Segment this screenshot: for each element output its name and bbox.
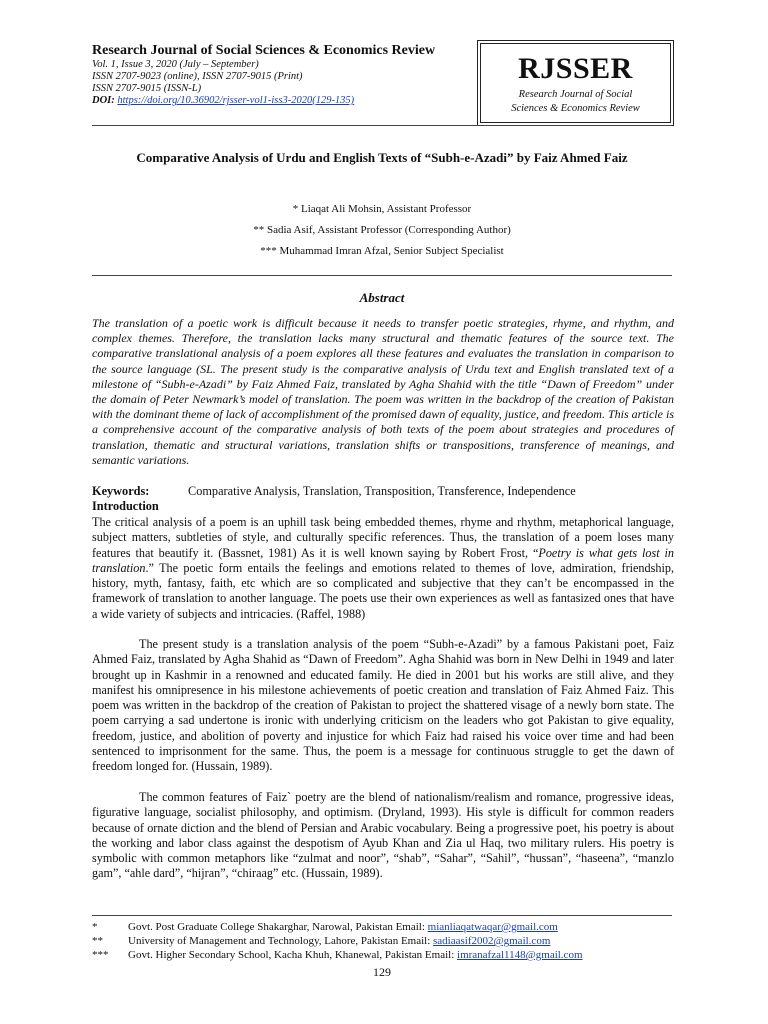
paragraph-3: The common features of Faiz` poetry are the blend of nationalism/realism and romance, progressive ideas, figurative language, socialist philosophy, and optimism. (Dryland, 1993). His style is difficult for common readers because of ornate diction and the blend of Persian and Arabic vocabulary. Being a progressive poet, his poetry is about the working and labor class against the despotism of Ayub Khan and Zia ul Haq, two military rulers. His poetry is symbolic with common metaphors like “zulmat and noor”, “shab”, “Sahar”, “Sahil”, “hussan”, “haseena”, “manzlo gam”, “ahle dard”, “hijran”, “chiraag” etc. (Hussain, 1989). bbox=[92, 790, 674, 881]
abstract-text: The translation of a poetic work is difficult because it needs to transfer poetic strategies, rhyme, and rhythm, and complex themes. Therefore, the translation lacks many structural and thematic features of the source text. The comparative translational analysis of a poem explores all these features and evaluates the translation in comparison to the source language (SL. The present study is the comparative analysis of Urdu text and English translated text of a milestone of “Subh-e-Azadi” by Faiz Ahmed Faiz, translated by Agha Shahid with the title “Dawn of Freedom” under the domain of Peter Newmark’s model of translation. The poem was written in the backdrop of the creation of Pakistan with the dominant theme of lack of accomplishment of the promised dawn of equality, justice, and freedom. This article is a comprehensive account of the comparative analysis of both texts of the poem about strategies and procedures of translation, thematic and structural variations, translation shifts or transpositions, transference of meanings, and semantic variations. bbox=[92, 316, 674, 467]
footnote-3-mark: *** bbox=[92, 949, 109, 961]
footnote-2-email[interactable]: sadiaasif2002@gmail.com bbox=[433, 935, 551, 947]
footnote-3-text: Govt. Higher Secondary School, Kacha Khuh, Khanewal, Pakistan Email: bbox=[128, 949, 458, 961]
issn-line-2: ISSN 2707-9015 (ISSN-L) bbox=[92, 83, 202, 94]
footnote-2-mark: ** bbox=[92, 935, 103, 947]
frost-quote: Poetry is what gets lost in translation bbox=[92, 545, 674, 575]
author-3: *** Muhammad Imran Afzal, Senior Subject Specialist bbox=[260, 245, 504, 257]
footnote-2 bbox=[92, 934, 692, 948]
introduction-heading: Introduction bbox=[92, 499, 159, 513]
footnote-3 bbox=[92, 948, 692, 962]
footnote-1-text: Govt. Post Graduate College Shakarghar, Narowal, Pakistan Email: bbox=[128, 921, 428, 933]
keywords-label: Keywords: bbox=[92, 484, 150, 498]
logo-name: RJSSER bbox=[518, 52, 633, 85]
paragraph-2: The present study is a translation analysis of the poem “Subh-e-Azadi” by a famous Pakistani poet, Faiz Ahmed Faiz, translated by Agha Shahid as “Dawn of Freedom”. Agha Shahid was born in New Delhi in 1949 and later brought up in Kashmir in a renowned and educated family. He died in 2001 but his works are still alive, and they manifest his omnipresence in his milestone achievements of poetic creation and translation of Faiz Ahmed Faiz. This poem was written in the backdrop of the creation of Pakistan to project the shattered visage of a newly born state. The poem carrying a sad undertone is ironic with underlying criticism on the leaders who got Pakistan to give equality, freedom, justice, and abolition of poverty and injustice for which Faiz had raised his voice over time and had been sentenced to imprisonment for the same. Thus, the poem is a message for continuous struggle to get the dawn of freedom longed for. (Hussain, 1989). bbox=[92, 637, 674, 774]
paragraph-1-start: The critical analysis of a poem is an uphill task being embedded themes, rhyme and rhythm, metaphorical language, subject matters, subtleties of style, and culturally specific references. Thus, the translation of a poem loses many features that beautify it. (Bassnet, 1981) As it is well known saying by Robert Frost, “ bbox=[92, 515, 674, 560]
doi-line bbox=[92, 95, 477, 107]
footnote-divider bbox=[92, 915, 672, 916]
authors-divider bbox=[92, 275, 672, 276]
volume-info: Vol. 1, Issue 3, 2020 (July – September) bbox=[92, 59, 259, 70]
abstract-heading: Abstract bbox=[359, 290, 405, 305]
footnote-2-text: University of Management and Technology, Lahore, Pakistan Email: bbox=[128, 935, 434, 947]
logo-subtitle-2: Sciences & Economics Review bbox=[511, 103, 640, 114]
journal-logo bbox=[480, 43, 671, 123]
paragraph-1-end: .” The poetic form entails the feelings and emotions related to themes of love, admiration, friendship, history, myth, fantasy, faith, etc which are so complicated and subjective that they can’t be encompassed in the framework of translation to another language. The poets use their own experiences as well as fantasized ones that have a wide variety of subjects and intricacies. (Raffel, 1988) bbox=[92, 560, 674, 621]
page-number: 129 bbox=[373, 965, 391, 979]
keywords bbox=[92, 484, 682, 499]
issn-line-1: ISSN 2707-9023 (online), ISSN 2707-9015 (Print) bbox=[92, 71, 303, 82]
keywords-text: Comparative Analysis, Translation, Transposition, Transference, Independence bbox=[188, 484, 576, 498]
footnote-1-mark: * bbox=[92, 921, 98, 933]
footnote-1-email[interactable]: mianliaqatwaqar@gmail.com bbox=[427, 921, 558, 933]
footnote-1 bbox=[92, 920, 692, 934]
paper-title: Comparative Analysis of Urdu and English Texts of “Subh-e-Azadi” by Faiz Ahmed Faiz bbox=[136, 150, 628, 165]
header-divider bbox=[92, 125, 672, 126]
journal-header bbox=[92, 42, 477, 107]
logo-subtitle-1: Research Journal of Social bbox=[518, 89, 633, 100]
doi-link[interactable]: https://doi.org/10.36902/rjsser-vol1-iss3-2020(129-135) bbox=[117, 95, 355, 106]
doi-label: DOI: bbox=[92, 95, 115, 106]
footnote-3-email[interactable]: imranafzal1148@gmail.com bbox=[457, 949, 583, 961]
author-2: ** Sadia Asif, Assistant Professor (Corresponding Author) bbox=[253, 224, 511, 236]
paragraph-1 bbox=[92, 515, 674, 622]
author-1: * Liaqat Ali Mohsin, Assistant Professor bbox=[292, 203, 472, 215]
journal-title: Research Journal of Social Sciences & Economics Review bbox=[92, 43, 436, 58]
